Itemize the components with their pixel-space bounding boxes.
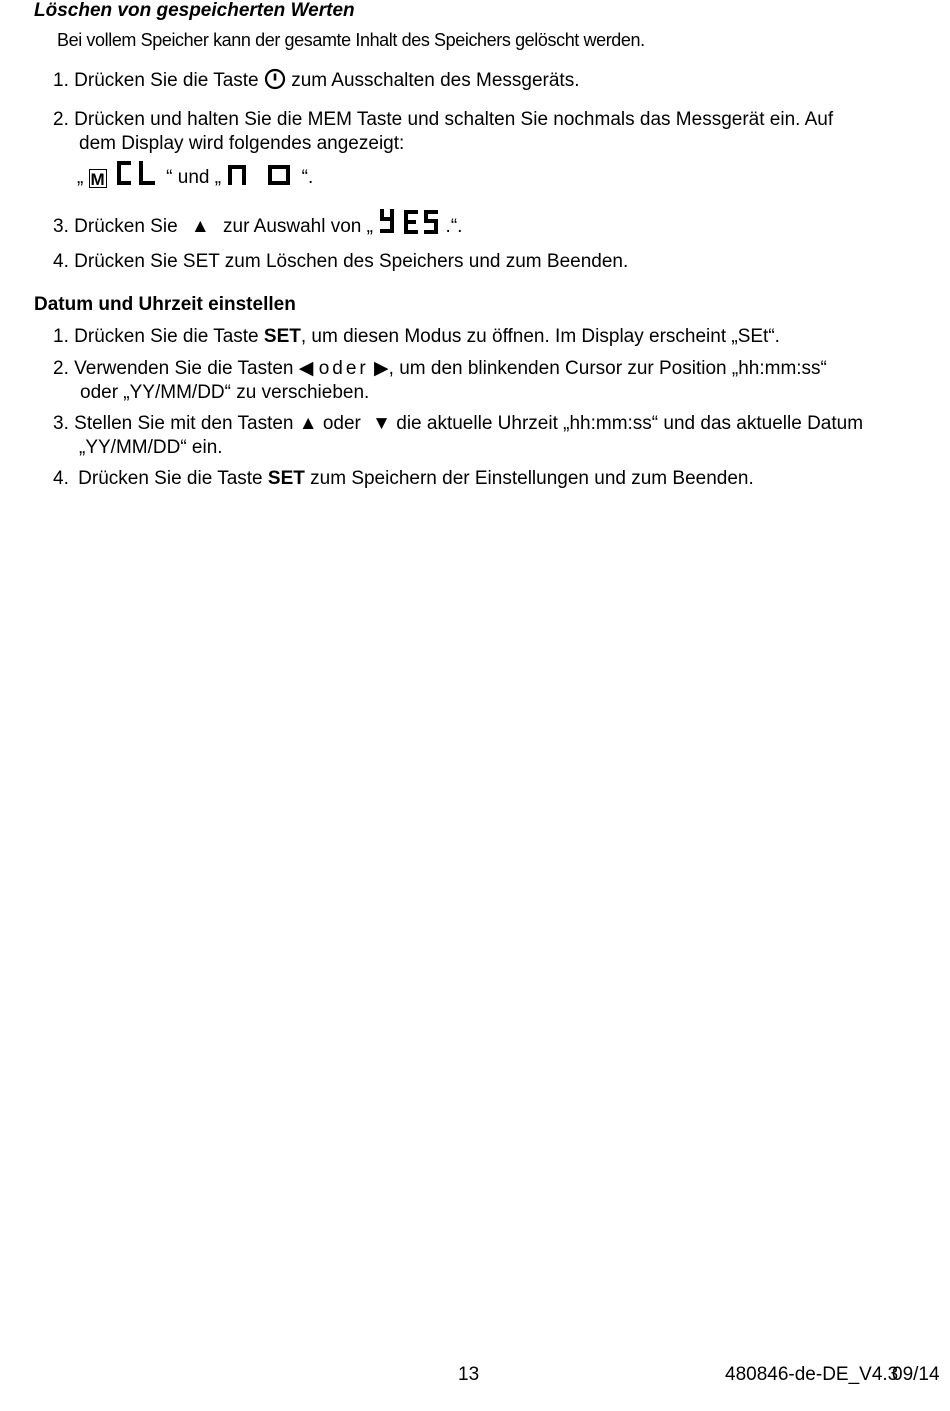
s2-step3-line2: „YY/MM/DD“ ein. — [79, 437, 223, 458]
set-key-label: SET — [263, 326, 301, 347]
step2-line1 — [53, 108, 833, 132]
step-text: Drücken Sie die Taste — [74, 326, 259, 347]
step-number: 2. — [53, 358, 69, 379]
step-text: , um diesen Modus zu öffnen. Im Display erscheint „SEt“. — [300, 326, 780, 347]
section-title-datum: Datum und Uhrzeit einstellen — [34, 294, 296, 315]
step-text: zur Auswahl von „ — [223, 216, 373, 237]
s2-step4-line — [53, 467, 754, 491]
step-number: 4. — [53, 251, 69, 272]
lcd-cl-display — [115, 160, 161, 186]
step-text: die aktuelle Uhrzeit „hh:mm:ss“ und das aktuelle Datum — [396, 413, 864, 434]
step-text: Drücken Sie — [74, 216, 178, 237]
display-connector-text: “ und „ — [166, 167, 222, 188]
step-number: 4. — [53, 468, 69, 489]
step-text: Verwenden Sie die Tasten — [74, 358, 294, 379]
power-icon — [264, 68, 286, 97]
lcd-yes-display — [378, 209, 440, 235]
step-text: .“. — [445, 216, 463, 237]
page-number: 13 — [458, 1364, 480, 1385]
oder-text: oder — [318, 358, 369, 379]
step-number: 1. — [53, 326, 69, 347]
step4-line — [53, 250, 628, 274]
down-arrow-icon: ▼ — [372, 413, 391, 434]
document-id: 480846-de-DE_V4.3 — [725, 1364, 899, 1385]
step-text: Drücken Sie SET zum Löschen des Speichers und zum Beenden. — [74, 251, 629, 272]
display-readout-line — [77, 160, 313, 190]
right-arrow-icon: ▶ — [374, 358, 389, 379]
display-end-text: “. — [301, 167, 314, 188]
step-number: 1. — [53, 70, 69, 91]
step-text: zum Ausschalten des Messgeräts. — [291, 70, 580, 91]
step2-line2: dem Display wird folgendes angezeigt: — [79, 133, 405, 154]
step-text: Drücken Sie die Taste — [74, 70, 259, 91]
step-number: 2. — [53, 109, 69, 130]
lcd-no-display — [226, 160, 296, 186]
s2-step2-line2: oder „YY/MM/DD“ zu verschieben. — [80, 382, 370, 403]
step-text: Drücken und halten Sie die MEM Taste und schalten Sie nochmals das Messgerät ein. Auf — [74, 109, 834, 130]
step1-line — [53, 68, 580, 97]
s2-step1-line — [53, 325, 780, 349]
step-text: zum Speichern der Einstellungen und zum Beenden. — [310, 468, 754, 489]
step-text: Drücken Sie die Taste — [78, 468, 263, 489]
left-arrow-icon: ◀ — [298, 358, 314, 379]
step-number: 3. — [53, 413, 69, 434]
s2-step2-line1 — [53, 357, 827, 381]
set-key-label: SET — [267, 468, 305, 489]
quote-open: „ — [77, 167, 84, 188]
document-date: 09/14 — [892, 1364, 940, 1385]
memory-indicator-icon: M — [90, 170, 105, 189]
oder-text: oder — [322, 413, 361, 434]
step-text: , um den blinkenden Cursor zur Position „hh:mm:ss“ — [388, 358, 827, 379]
up-arrow-icon: ▲ — [298, 413, 318, 434]
step3-line — [53, 209, 462, 239]
section-title-loeschen: Löschen von gespeicherten Werten — [34, 0, 355, 21]
intro-text: Bei vollem Speicher kann der gesamte Inhalt des Speichers gelöscht werden. — [57, 30, 645, 50]
step-text: Stellen Sie mit den Tasten — [74, 413, 294, 434]
s2-step3-line1 — [53, 412, 863, 436]
up-arrow-icon: ▲ — [190, 216, 210, 237]
step-number: 3. — [53, 216, 69, 237]
